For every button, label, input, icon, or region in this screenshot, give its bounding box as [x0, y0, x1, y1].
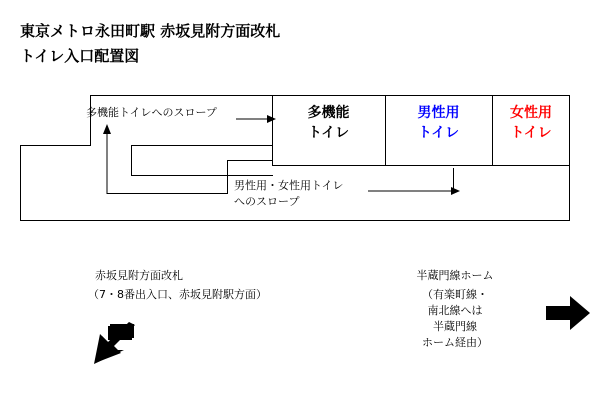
- page-title-line2: トイレ入口配置図: [20, 47, 140, 65]
- room-label-multi-line2: トイレ: [307, 125, 350, 141]
- caption-gate-line1: 赤坂見附方面改札: [95, 269, 183, 282]
- plan-edge-bottom: [20, 220, 570, 221]
- room-label-female: [492, 103, 570, 143]
- page-title-line1: 東京メトロ永田町駅 赤坂見附方面改札: [20, 22, 281, 40]
- room-label-multi-line1: 多機能: [307, 105, 350, 121]
- annotation-slope-mf-line2: へのスロープ: [234, 195, 300, 208]
- room-label-male-line1: 男性用: [417, 105, 460, 121]
- room-label-multi: [272, 103, 385, 143]
- plan-slope-bottom: [131, 175, 273, 176]
- room-label-female-line1: 女性用: [510, 105, 552, 121]
- arrow-right-slope-mf-icon: [368, 184, 460, 198]
- arrow-right-slope-multi-icon: [236, 112, 276, 126]
- room-label-male-line2: トイレ: [417, 125, 460, 141]
- caption-platform-line2: （有楽町線・: [422, 288, 488, 301]
- plan-edge-top: [90, 95, 570, 96]
- arrow-right-icon: [546, 296, 590, 330]
- caption-platform-line3: 南北線へは: [427, 304, 483, 317]
- corridor-path-lower: [107, 193, 227, 194]
- caption-platform-line5: ホーム経由）: [422, 336, 488, 349]
- plan-edge-step: [20, 145, 91, 146]
- room-label-female-line2: トイレ: [510, 125, 552, 141]
- caption-platform-line4: 半蔵門線: [433, 320, 477, 333]
- arrow-mf-riser: [453, 168, 454, 192]
- arrow-up-corridor-icon: [100, 124, 114, 194]
- room-label-male: [385, 103, 492, 143]
- arrow-down-left-icon: [88, 322, 136, 366]
- plan-edge-left-lower: [20, 145, 21, 220]
- corridor-path-upper: [227, 160, 273, 161]
- plan-corridor-top: [272, 165, 570, 166]
- corridor-path-riser: [227, 160, 228, 194]
- plan-slope-left: [131, 145, 132, 175]
- annotation-slope-mf-line1: 男性用・女性用トイレ: [234, 179, 344, 192]
- annotation-slope-multi: 多機能トイレへのスロープ: [86, 106, 217, 119]
- caption-gate-line2: （7・8番出入口、赤坂見附駅方面）: [88, 288, 267, 301]
- plan-slope-top: [131, 145, 273, 146]
- caption-platform-line1: 半蔵門線ホーム: [416, 269, 494, 282]
